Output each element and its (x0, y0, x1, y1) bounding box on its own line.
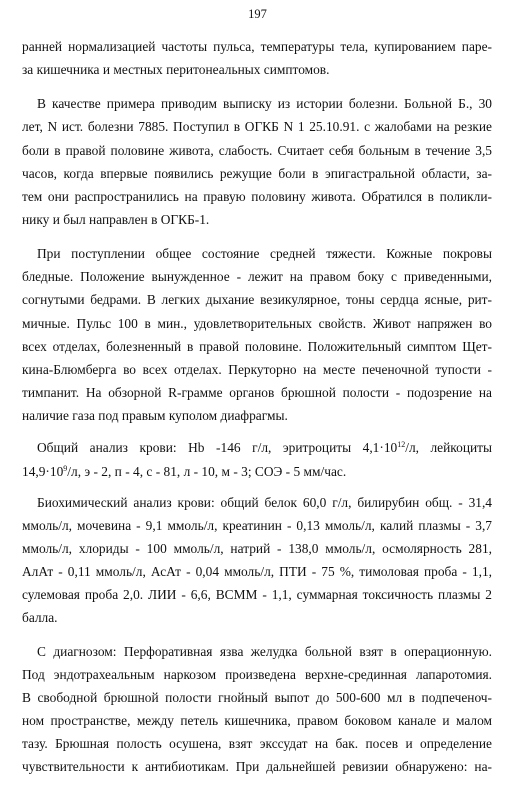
text-line: часов, когда впервые появились режущие боли в эпигастральной области, за- (22, 166, 492, 181)
text-line: всех отделах, болезненный в правой половине. Положительный симптом Щет- (22, 339, 492, 354)
text-line: за кишечника и местных перитонеальных симптомов. (22, 62, 330, 77)
text-line: тимпанит. На обзорной R-грамме органов брюшной полости - подозрение на (22, 385, 492, 400)
exponent: 9 (63, 464, 68, 473)
text-line: мичные. Пульс 100 в мин., удовлетворительных свойств. Живот напряжен во (22, 316, 492, 331)
text-line: ранней нормализацией частоты пульса, температуры тела, купированием паре- (22, 39, 492, 54)
text-line: кина-Блюмберга во всех отделах. Перкуторно на месте печеночной тупости - (22, 362, 492, 377)
exponent: 12 (397, 440, 406, 449)
text-line: балла. (22, 610, 58, 625)
text-line: При поступлении общее состояние средней тяжести. Кожные покровы (37, 246, 492, 261)
page-number: 197 (248, 7, 267, 21)
text-line: тазу. Брюшная полость осушена, взят экссудат на бак. посев и определение (22, 736, 492, 751)
text-line: ном пространстве, между петель кишечника, правом боковом канале и малом (22, 713, 492, 728)
text-line: наличие газа под правым куполом диафрагмы. (22, 408, 288, 423)
text-line: В качестве примера приводим выписку из истории болезни. Больной Б., 30 (37, 96, 492, 111)
text-line: АлАт - 0,11 ммоль/л, АсАт - 0,04 ммоль/л, ПТИ - 75 %, тимоловая проба - 1,1, (22, 564, 492, 579)
text-line: бледные. Положение вынужденное - лежит на правом боку с приведенными, (22, 269, 492, 284)
text-line: чувствительности к антибиотикам. При дальнейшей ревизии обнаружено: на- (22, 759, 492, 774)
text-line: Под эндотрахеальным наркозом произведена верхне-срединная лапаротомия. (22, 667, 492, 682)
text-line: ммоль/л, хлориды - 100 ммоль/л, натрий - 138,0 ммоль/л, осмолярность 281, (22, 541, 492, 556)
text-line: боли в правой половине живота, слабость. Считает себя больным в течение 3,5 (22, 143, 492, 158)
text-line: лет, N ист. болезни 7885. Поступил в ОГКБ N 1 25.10.91. с жалобами на резкие (22, 119, 492, 134)
text-line: тем они распространились на правую половину живота. Обратился в поликли- (22, 189, 492, 204)
text-line: сулемовая проба 2,0. ЛИИ - 6,6, ВСММ - 1,1, суммарная токсичность плазмы 2 (22, 587, 492, 602)
blood-test-line-2: $14,9\cdot 10^9/л$, э - 2, п - 4, с - 81, л - 10, м - 3; СОЭ - 5 мм/час. (22, 464, 347, 479)
text-line: согнутыми бедрами. В легких дыхание везикулярное, тоны сердца ясные, рит- (22, 292, 492, 307)
text-line: нику и был направлен в ОГКБ-1. (22, 212, 210, 227)
text-line: ммоль/л, мочевина - 9,1 ммоль/л, креатинин - 0,13 ммоль/л, калий плазмы - 3,7 (22, 518, 492, 533)
text-line: Биохимический анализ крови: общий белок 60,0 г/л, билирубин общ. - 31,4 (37, 495, 492, 510)
blood-test-line-1: Общий анализ крови: Hb -146 г/л, эритроциты $4,1\cdot 10^{12}/л$, лейкоциты (37, 440, 492, 455)
text-line: С диагнозом: Перфоративная язва желудка больной взят в операционную. (37, 644, 492, 659)
text-line: В свободной брюшной полости гнойный выпот до 500-600 мл в подпеченоч- (22, 690, 492, 705)
